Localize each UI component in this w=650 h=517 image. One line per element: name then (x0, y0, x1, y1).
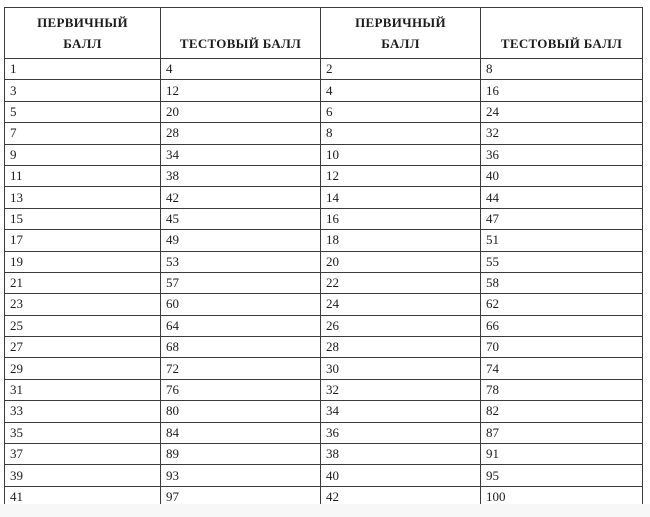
table-cell: 74 (481, 358, 643, 379)
table-cell: 47 (481, 208, 643, 229)
table-cell: 33 (5, 401, 161, 422)
table-cell: 68 (161, 337, 321, 358)
table-cell: 30 (321, 358, 481, 379)
table-cell: 7 (5, 123, 161, 144)
table-cell: 24 (321, 294, 481, 315)
table-row (5, 272, 643, 293)
table-cell: 10 (321, 144, 481, 165)
table-cell: 25 (5, 315, 161, 336)
table-cell: 95 (481, 465, 643, 486)
table-row (5, 230, 643, 251)
table-cell: 28 (321, 337, 481, 358)
table-cell: 44 (481, 187, 643, 208)
table-cell: 35 (5, 422, 161, 443)
table-row (5, 422, 643, 443)
table-row (5, 401, 643, 422)
column-header-label: ТЕСТОВЫЙ БАЛЛ (500, 36, 623, 51)
table-row (5, 187, 643, 208)
table-cell: 26 (321, 315, 481, 336)
table-cell: 91 (481, 444, 643, 465)
column-header-test-score-1 (161, 8, 321, 59)
table-cell: 49 (161, 230, 321, 251)
table-cell: 11 (5, 165, 161, 186)
table-cell: 87 (481, 422, 643, 443)
table-row (5, 465, 643, 486)
table-cell: 12 (161, 80, 321, 101)
table-row (5, 101, 643, 122)
column-header-label: ПЕРВИЧНЫЙ БАЛЛ (355, 15, 446, 51)
table-cell: 70 (481, 337, 643, 358)
table-cell: 5 (5, 101, 161, 122)
table-row (5, 444, 643, 465)
table-cell: 93 (161, 465, 321, 486)
table-row (5, 337, 643, 358)
table-cell: 16 (481, 80, 643, 101)
table-cell: 38 (321, 444, 481, 465)
table-cell: 6 (321, 101, 481, 122)
table-cell: 80 (161, 401, 321, 422)
table-cell: 4 (161, 59, 321, 80)
table-cell: 38 (161, 165, 321, 186)
table-cell: 42 (321, 486, 481, 507)
table-cell: 14 (321, 187, 481, 208)
table-cell: 34 (321, 401, 481, 422)
table-row (5, 358, 643, 379)
table-cell: 39 (5, 465, 161, 486)
table-cell: 3 (5, 80, 161, 101)
table-cell: 64 (161, 315, 321, 336)
table-cell: 15 (5, 208, 161, 229)
table-cell: 89 (161, 444, 321, 465)
table-cell: 72 (161, 358, 321, 379)
table-cell: 23 (5, 294, 161, 315)
table-row (5, 208, 643, 229)
table-cell: 57 (161, 272, 321, 293)
table-cell: 36 (321, 422, 481, 443)
table-row (5, 80, 643, 101)
table-cell: 62 (481, 294, 643, 315)
table-cell: 18 (321, 230, 481, 251)
table-cell: 42 (161, 187, 321, 208)
table-cell: 36 (481, 144, 643, 165)
table-row (5, 294, 643, 315)
table-cell: 51 (481, 230, 643, 251)
page-bottom-margin (0, 504, 650, 517)
table-cell: 27 (5, 337, 161, 358)
table-cell: 20 (321, 251, 481, 272)
table-cell: 66 (481, 315, 643, 336)
table-cell: 31 (5, 379, 161, 400)
table-cell: 29 (5, 358, 161, 379)
column-header-test-score-2 (481, 8, 643, 59)
table-row (5, 59, 643, 80)
table-cell: 12 (321, 165, 481, 186)
table-cell: 8 (321, 123, 481, 144)
table-cell: 22 (321, 272, 481, 293)
table-row (5, 251, 643, 272)
table-cell: 40 (481, 165, 643, 186)
table-header-row (5, 8, 643, 59)
table-cell: 41 (5, 486, 161, 507)
table-cell: 13 (5, 187, 161, 208)
table-cell: 78 (481, 379, 643, 400)
score-conversion-table (4, 7, 643, 508)
table-cell: 8 (481, 59, 643, 80)
table-cell: 1 (5, 59, 161, 80)
table-cell: 58 (481, 272, 643, 293)
table-cell: 24 (481, 101, 643, 122)
table-cell: 28 (161, 123, 321, 144)
table-cell: 37 (5, 444, 161, 465)
table-cell: 32 (481, 123, 643, 144)
table-row (5, 379, 643, 400)
table-row (5, 123, 643, 144)
column-header-primary-score-1 (5, 8, 161, 59)
table-cell: 17 (5, 230, 161, 251)
column-header-primary-score-2 (321, 8, 481, 59)
table-cell: 32 (321, 379, 481, 400)
column-header-label: ТЕСТОВЫЙ БАЛЛ (179, 36, 302, 51)
table-cell: 84 (161, 422, 321, 443)
table-cell: 60 (161, 294, 321, 315)
table-cell: 16 (321, 208, 481, 229)
table-row (5, 165, 643, 186)
table-cell: 53 (161, 251, 321, 272)
table-cell: 21 (5, 272, 161, 293)
table-cell: 97 (161, 486, 321, 507)
table-cell: 40 (321, 465, 481, 486)
table-cell: 20 (161, 101, 321, 122)
table-row (5, 315, 643, 336)
table-cell: 76 (161, 379, 321, 400)
table-cell: 9 (5, 144, 161, 165)
table-row (5, 144, 643, 165)
table-cell: 34 (161, 144, 321, 165)
table-cell: 2 (321, 59, 481, 80)
table-cell: 45 (161, 208, 321, 229)
table-cell: 100 (481, 486, 643, 507)
table-cell: 82 (481, 401, 643, 422)
column-header-label: ПЕРВИЧНЫЙ БАЛЛ (37, 15, 128, 51)
table-cell: 4 (321, 80, 481, 101)
table-cell: 55 (481, 251, 643, 272)
table-cell: 19 (5, 251, 161, 272)
table-body (5, 59, 643, 508)
